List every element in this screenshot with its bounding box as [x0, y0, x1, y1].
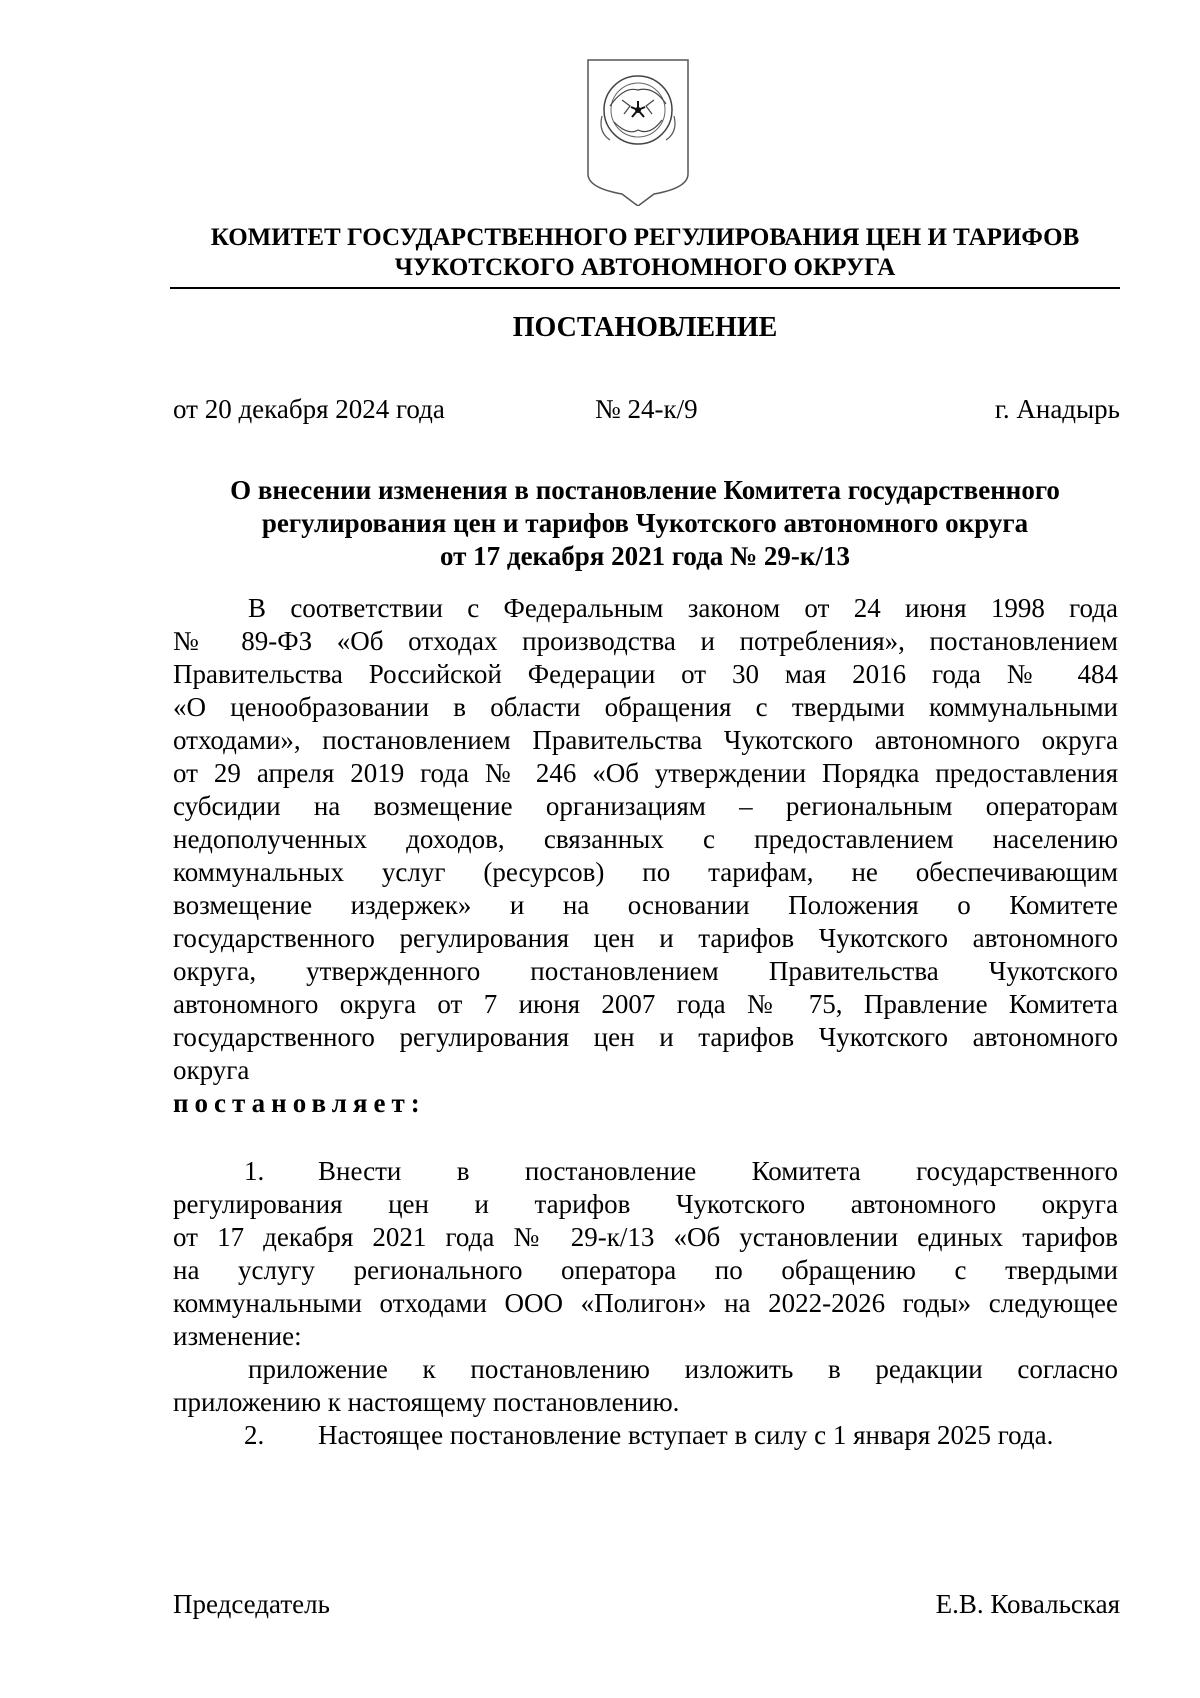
item-line: на услугу регионального оператора по обращению с твердыми — [173, 1255, 1118, 1285]
header-divider — [170, 287, 1120, 289]
preamble-line: государственного регулирования цен и тарифов Чукотского автономного — [173, 1022, 1118, 1052]
preamble-line: автономного округа от 7 июня 2007 года № 75, Правление Комитета — [173, 989, 1118, 1019]
preamble-line: возмещение издержек» и на основании Положения о Комитете — [173, 890, 1118, 920]
preamble-line: № 89-ФЗ «Об отходах производства и потребления», постановлением — [173, 626, 1118, 656]
resolves-word: постановляет: — [173, 1088, 426, 1118]
document-title-line1: О внесении изменения в постановление Комитета государственного — [230, 475, 1060, 505]
document-title-line3: от 17 декабря 2021 года № 29-к/13 — [440, 541, 850, 571]
preamble-line: от 29 апреля 2019 года № 246 «Об утверждении Порядка предоставления — [173, 758, 1118, 788]
document-place: г. Анадырь — [994, 394, 1120, 424]
preamble-line: округа — [173, 1055, 250, 1085]
preamble-line: В соответствии с Федеральным законом от 24 июня 1998 года — [248, 593, 1118, 623]
preamble-line: отходами», постановлением Правительства Чукотского автономного округа — [173, 725, 1118, 755]
preamble-line: Правительства Российской Федерации от 30 мая 2016 года № 484 — [173, 659, 1118, 689]
preamble-line: субсидии на возмещение организациям – региональным операторам — [173, 791, 1118, 821]
org-name-line2: ЧУКОТСКОГО АВТОНОМНОГО ОКРУГА — [394, 254, 896, 281]
org-name-line1: КОМИТЕТ ГОСУДАРСТВЕННОГО РЕГУЛИРОВАНИЯ ЦЕН И ТАРИФОВ — [210, 224, 1080, 251]
chukotka-coat-of-arms-icon — [584, 56, 692, 206]
item-line: изменение: — [173, 1321, 302, 1351]
document-title-line2: регулирования цен и тарифов Чукотского автономного округа — [261, 508, 1029, 538]
preamble-line: «О ценообразовании в области обращения с твердыми коммунальными — [173, 692, 1118, 722]
preamble-line: государственного регулирования цен и тарифов Чукотского автономного — [173, 923, 1118, 953]
item-first-line: Внести в постановление Комитета государственного — [318, 1156, 1118, 1186]
document-type: ПОСТАНОВЛЕНИЕ — [512, 312, 778, 343]
item-line: коммунальными отходами ООО «Полигон» на 2022-2026 годы» следующее — [173, 1288, 1118, 1318]
preamble-line: коммунальных услуг (ресурсов) по тарифам, не обеспечивающим — [173, 857, 1118, 887]
item-number: 2. — [244, 1420, 265, 1450]
subitem-line: приложение к постановлению изложить в редакции согласно — [248, 1354, 1118, 1384]
item-line: от 17 декабря 2021 года № 29-к/13 «Об установлении единых тарифов — [173, 1222, 1118, 1252]
preamble-line: округа, утвержденного постановлением Правительства Чукотского — [173, 956, 1118, 986]
preamble-line: недополученных доходов, связанных с предоставлением населению — [173, 824, 1118, 854]
item-number: 1. — [244, 1156, 265, 1186]
subitem-line: приложению к настоящему постановлению. — [173, 1387, 680, 1417]
document-date: от 20 декабря 2024 года — [173, 394, 445, 424]
document-number: № 24-к/9 — [595, 394, 698, 424]
item-text: Настоящее постановление вступает в силу с 1 января 2025 года. — [318, 1420, 1054, 1450]
item-line: регулирования цен и тарифов Чукотского автономного округа — [173, 1189, 1118, 1219]
signatory-role: Председатель — [173, 1589, 330, 1619]
signatory-name: Е.В. Ковальская — [935, 1589, 1120, 1619]
